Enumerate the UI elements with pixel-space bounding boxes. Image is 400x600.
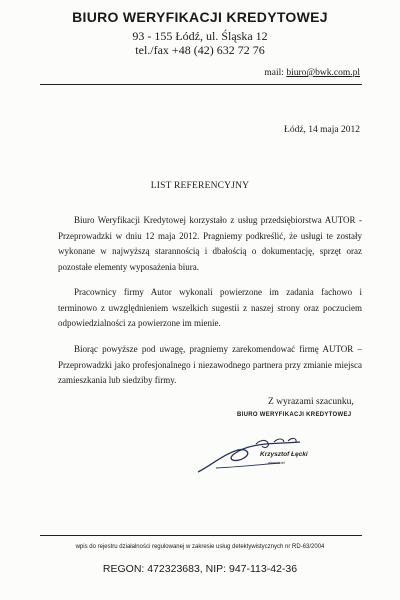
footer-registration: wpis do rejestru działalności regulowanej w zakresie usług detektywistycznych nr RD-63/2004 — [75, 544, 325, 550]
signature-role: właściciel — [268, 460, 285, 465]
company-stamp: BIURO WERYFIKACJI KREDYTOWEJ — [237, 412, 352, 418]
header-divider — [40, 84, 362, 85]
signature-name: Krzysztof Łęcki — [260, 451, 308, 458]
paragraph-2: Pracownicy firmy Autor wykonali powierzone im zadania fachowo i terminowo z uwzględnieniem wszelkich sugestii z naszej strony oraz poczuciem odpowiedzialności za powierzone im mienie. — [58, 287, 362, 328]
email-label: mail: — [264, 68, 284, 78]
company-name: BIURO WERYFIKACJI KREDYTOWEJ — [72, 9, 328, 25]
paragraph-3: Biorąc powyższe pod uwagę, pragniemy zarekomendować firmę AUTOR – Przeprowadzki jako profesjonalnego i niezawodnego partnera przy zmianie miejsca zamieszkania lub siedziby firmy. — [58, 344, 362, 385]
email-address[interactable]: biuro@bwk.com.pl — [286, 68, 360, 78]
letter-date: Łódź, 14 maja 2012 — [284, 125, 360, 135]
closing-regards: Z wyrazami szacunku, — [268, 397, 354, 407]
company-phone: tel./fax +48 (42) 632 72 76 — [135, 43, 265, 57]
letter-title: LIST REFERENCYJNY — [150, 181, 250, 191]
paragraph-1: Biuro Weryfikacji Kredytowej korzystało z usług przedsiębiorstwa AUTOR - Przeprowadzki w dniu 12 maja 2012. Pragniemy podkreślić, że usługi te zostały wykonane w najwyższą starannością i dbałością o dokumentację, sprzęt oraz pozostałe elementy wyposażenia biura. — [58, 215, 362, 272]
company-email — [264, 68, 360, 78]
company-address: 93 - 155 Łódź, ul. Śląska 12 — [132, 29, 268, 43]
footer-company-ids: REGON: 472323683, NIP: 947-113-42-36 — [102, 563, 298, 575]
footer-divider — [40, 535, 362, 536]
signature — [196, 420, 326, 478]
